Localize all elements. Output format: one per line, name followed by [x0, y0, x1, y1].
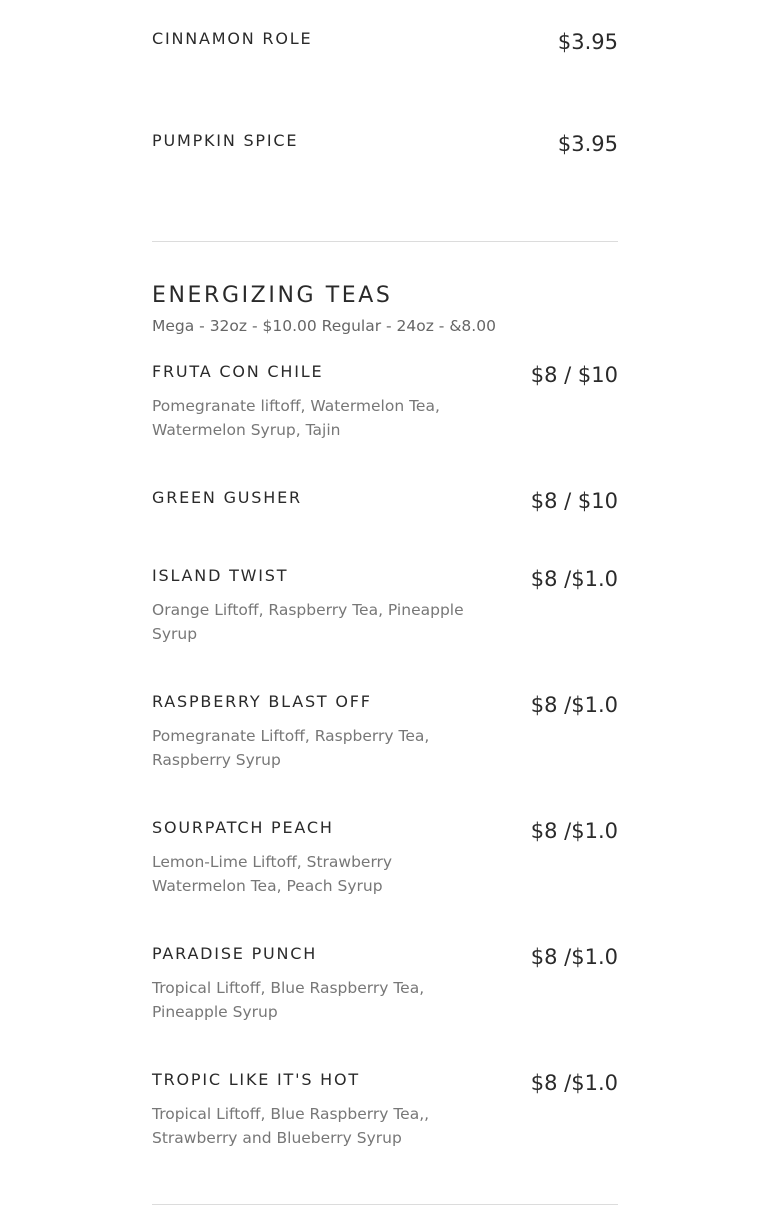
item-price: $8 /$1.0: [530, 567, 618, 591]
item-price: $3.95: [557, 132, 618, 156]
item-price: $8 / $10: [530, 363, 618, 387]
section-subtitle: Mega - 32oz - $10.00 Regular - 24oz - &8.00: [152, 317, 496, 335]
item-description: Pomegranate Liftoff, Raspberry Tea, Raspberry Syrup: [152, 727, 430, 769]
item-name: CINNAMON ROLE: [152, 29, 313, 48]
item-description: Lemon-Lime Liftoff, Strawberry Watermelon Tea, Peach Syrup: [152, 853, 393, 895]
item-price: $8 /$1.0: [530, 693, 618, 717]
item-description: Orange Liftoff, Raspberry Tea, Pineapple Syrup: [152, 601, 464, 643]
item-name: GREEN GUSHER: [152, 488, 302, 507]
item-name: PARADISE PUNCH: [152, 944, 318, 963]
item-price: $3.95: [557, 30, 618, 54]
item-description: Tropical Liftoff, Blue Raspberry Tea, Pineapple Syrup: [152, 979, 425, 1021]
item-name: PUMPKIN SPICE: [152, 131, 299, 150]
section-divider-bottom: [152, 1204, 618, 1205]
section-divider: [152, 241, 618, 242]
item-price: $8 /$1.0: [530, 819, 618, 843]
item-name: TROPIC LIKE IT'S HOT: [152, 1070, 360, 1089]
item-name: FRUTA CON CHILE: [152, 362, 324, 381]
section-title: ENERGIZING TEAS: [152, 283, 393, 308]
item-name: SOURPATCH PEACH: [152, 818, 334, 837]
item-description: Tropical Liftoff, Blue Raspberry Tea,, Strawberry and Blueberry Syrup: [152, 1105, 430, 1147]
item-price: $8 /$1.0: [530, 945, 618, 969]
item-price: $8 / $10: [530, 489, 618, 513]
item-name: RASPBERRY BLAST OFF: [152, 692, 372, 711]
item-price: $8 /$1.0: [530, 1071, 618, 1095]
item-name: ISLAND TWIST: [152, 566, 289, 585]
item-description: Pomegranate liftoff, Watermelon Tea, Watermelon Syrup, Tajin: [152, 397, 440, 439]
